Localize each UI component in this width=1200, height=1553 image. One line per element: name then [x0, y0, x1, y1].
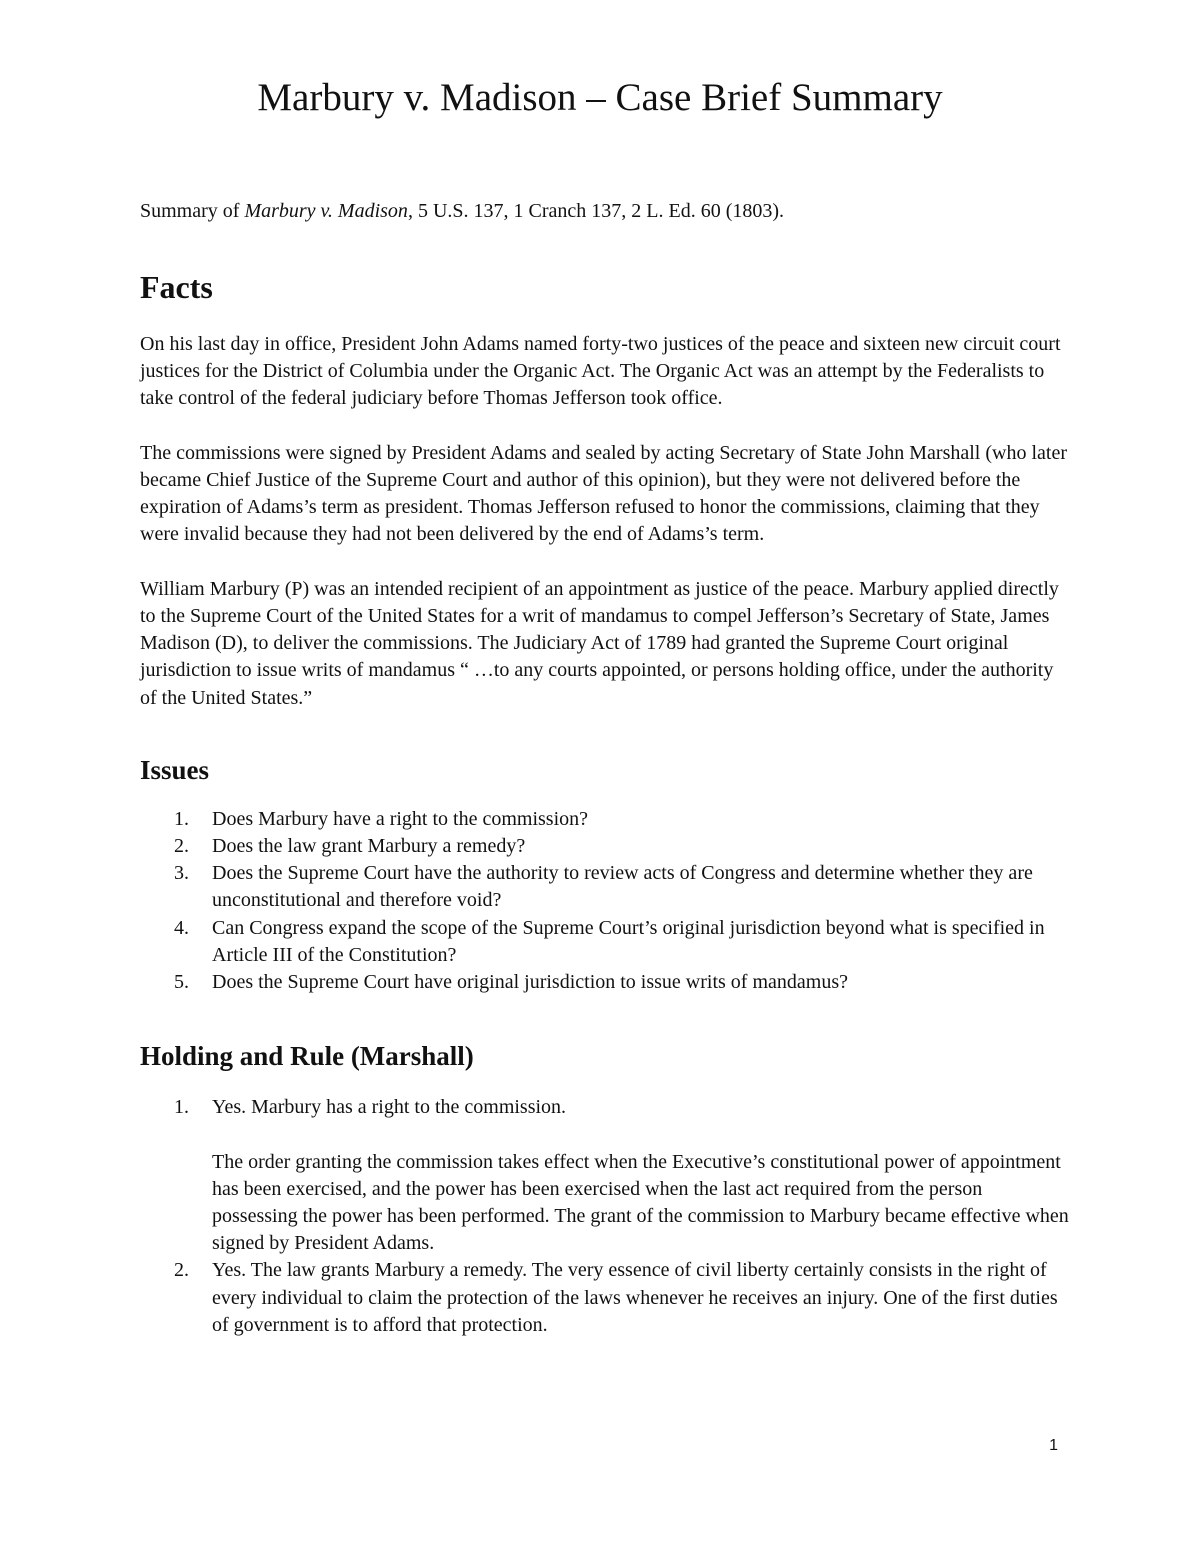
issues-section: [140, 752, 1070, 996]
list-item: [140, 1094, 1070, 1257]
list-item-explanation: The order granting the commission takes effect when the Executive’s constitutional power of appointment has been exercised, and the power has been exercised when the last act required from the person possessing the power has been performed. The grant of the commission to Marbury became effective when signed by President Adams.: [212, 1150, 1069, 1255]
document-body: [140, 198, 1070, 1339]
document-title: Marbury v. Madison – Case Brief Summary: [257, 76, 943, 119]
case-citation: [140, 198, 1070, 225]
citation-case-name: Marbury v. Madison: [244, 200, 408, 222]
list-item-number: 5.: [174, 971, 189, 994]
issues-heading: Issues: [140, 754, 210, 785]
list-item-text: Yes. The law grants Marbury a remedy. The very essence of civil liberty certainly consists in the right of every individual to claim the protection of the laws whenever he receives an injury. One of the first duties of government is to afford that protection.: [212, 1259, 1058, 1336]
list-item-text: Does the law grant Marbury a remedy?: [212, 835, 526, 858]
list-item-text: Yes. Marbury has a right to the commission.: [212, 1096, 567, 1119]
list-item-number: 4.: [174, 916, 189, 939]
list-item-text: Does Marbury have a right to the commission?: [212, 807, 589, 830]
list-item: [140, 806, 1070, 833]
facts-heading: Facts: [140, 269, 213, 305]
citation-suffix: , 5 U.S. 137, 1 Cranch 137, 2 L. Ed. 60 (1803).: [407, 200, 785, 222]
holding-list: [140, 1094, 1070, 1339]
list-item-number: 1.: [174, 1096, 189, 1119]
list-item-number: 2.: [174, 1259, 189, 1282]
holding-section: [140, 1038, 1070, 1339]
list-item: [140, 969, 1070, 996]
page-number: 1: [1049, 1437, 1058, 1454]
facts-paragraph: On his last day in office, President John Adams named forty-two justices of the peace and sixteen new circuit court justices for the District of Columbia under the Organic Act. The Organic Act was an attempt by the Federalists to take control of the federal judiciary before Thomas Jefferson took office.: [140, 333, 1061, 410]
list-item-text: Can Congress expand the scope of the Supreme Court’s original jurisdiction beyond what is specified in Article III of the Constitution?: [212, 916, 1045, 966]
list-item: [140, 833, 1070, 860]
facts-paragraph: The commissions were signed by President Adams and sealed by acting Secretary of State John Marshall (who later became Chief Justice of the Supreme Court and author of this opinion), but they were not delivered before the expiration of Adams’s term as president. Thomas Jefferson refused to honor the commissions, claiming that they were invalid because they had not been delivered by the end of Adams’s term.: [140, 441, 1067, 546]
list-item: [140, 1257, 1070, 1339]
issues-list: [140, 806, 1070, 996]
facts-section: [140, 267, 1070, 712]
list-item-text: Does the Supreme Court have the authority to review acts of Congress and determine whether they are unconstitutional and therefore void?: [212, 862, 1033, 912]
list-item-number: 2.: [174, 835, 189, 858]
holding-heading: Holding and Rule (Marshall): [140, 1041, 474, 1072]
list-item: [140, 915, 1070, 969]
list-item-text: Does the Supreme Court have original jurisdiction to issue writs of mandamus?: [212, 971, 848, 994]
citation-prefix: Summary of: [140, 200, 245, 222]
facts-paragraph: William Marbury (P) was an intended recipient of an appointment as justice of the peace. Marbury applied directly to the Supreme Court of the United States for a writ of mandamus to compel Jefferson’s Secretary of State, James Madison (D), to deliver the commissions. The Judiciary Act of 1789 had granted the Supreme Court original jurisdiction to issue writs of mandamus “ …to any courts appointed, or persons holding office, under the authority of the United States.”: [140, 577, 1059, 709]
list-item-number: 1.: [174, 807, 189, 830]
list-item-number: 3.: [174, 862, 189, 885]
list-item: [140, 860, 1070, 914]
